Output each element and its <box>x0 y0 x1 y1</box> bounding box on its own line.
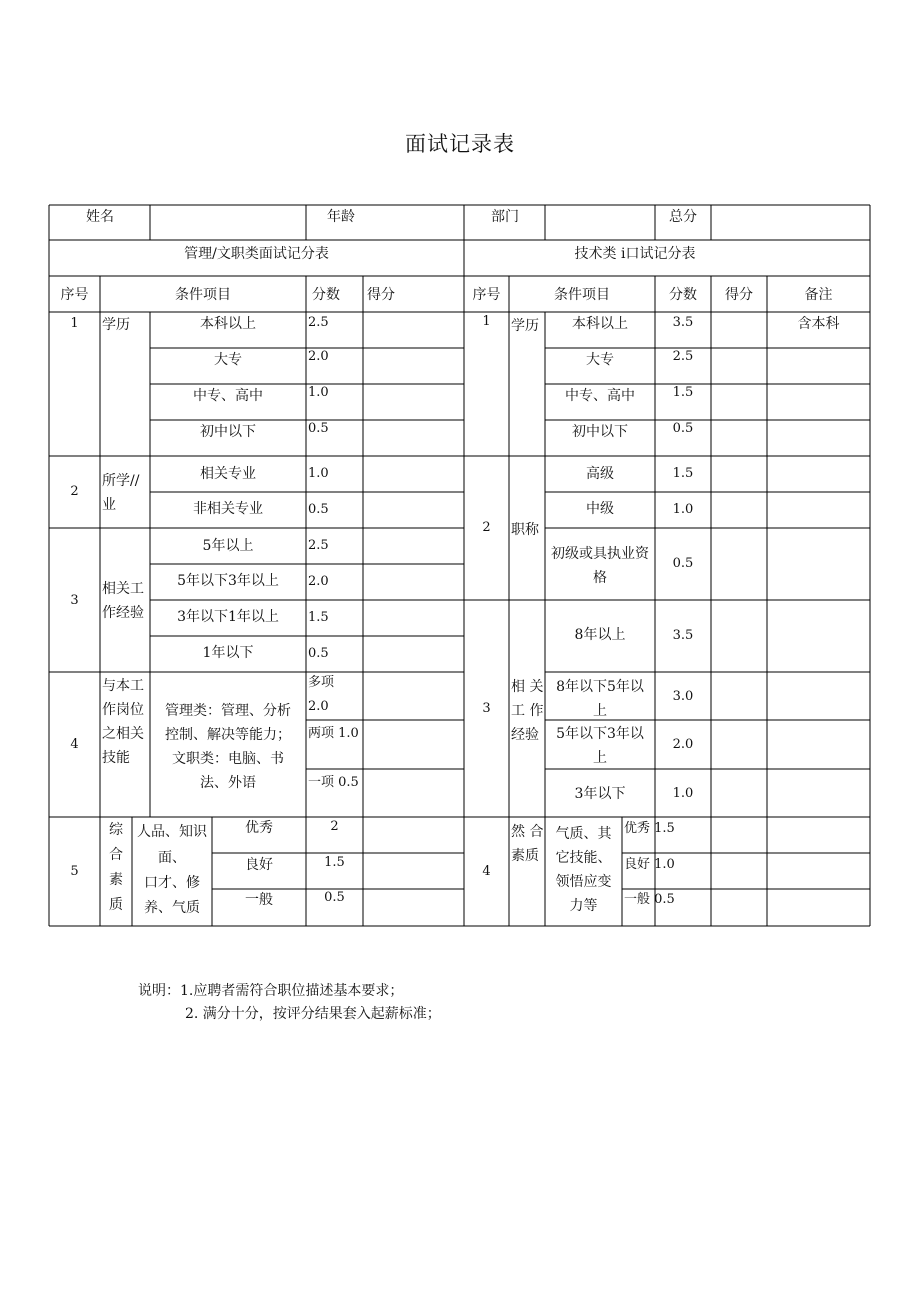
left-g2-cond-1: 相关专业 <box>200 466 256 482</box>
right-g2-score-1: 1.5 <box>672 466 694 481</box>
name-field[interactable] <box>151 206 305 239</box>
left-g5-level-1: 优秀 <box>245 820 273 836</box>
right-g2-score-3: 0.5 <box>672 556 694 571</box>
left-g1-cond-1: 本科以上 <box>200 316 256 332</box>
right-g3-category-2: 工 作 <box>511 703 544 719</box>
left-g3-score-3: 1.5 <box>308 610 329 625</box>
left-g4-score-many: 多项 <box>308 675 335 690</box>
total-label: 总分 <box>669 209 697 225</box>
right-g1-cond-1: 本科以上 <box>572 316 628 332</box>
right-g3-no: 3 <box>482 701 491 716</box>
right-g1-score-2: 2.5 <box>672 349 694 364</box>
left-g5-level-2: 良好 <box>245 857 273 873</box>
left-g5-no: 5 <box>70 864 79 879</box>
left-g3-cond-4: 1年以下 <box>202 645 254 661</box>
left-g5-score-1: 2 <box>330 819 339 834</box>
right-g4-sub-4: 力等 <box>569 898 598 914</box>
right-g3-cond-2-cont: 上 <box>593 703 607 719</box>
right-g3-score-4: 1.0 <box>672 786 694 801</box>
right-g4-level-1: 优秀 1.5 <box>624 821 675 836</box>
left-col-score: 分数 <box>312 287 340 303</box>
left-g1-cond-4: 初中以下 <box>200 424 256 440</box>
left-g5-sub-4: 养、气质 <box>144 900 200 916</box>
left-g4-category-1: 与本工 <box>102 678 144 694</box>
right-col-got: 得分 <box>725 287 753 303</box>
left-g4-cond-3: 文职类：电脑、书 <box>172 751 284 767</box>
right-g1-cond-2: 大专 <box>586 352 614 368</box>
left-g5-sub-1: 人品、知识 <box>137 824 207 840</box>
left-g3-category: 相关工 <box>102 581 144 597</box>
left-g5-category-3: 素 <box>109 872 123 888</box>
right-g3-score-1: 3.5 <box>672 628 694 643</box>
left-g3-cond-3: 3年以下1年以上 <box>177 609 279 625</box>
left-g1-cond-2: 大专 <box>214 352 242 368</box>
left-g4-cond-1: 管理类：管理、分析 <box>165 703 291 719</box>
left-g5-sub-2: 面、 <box>158 850 186 866</box>
left-g4-score-two: 两项 1.0 <box>308 726 359 741</box>
right-col-item: 条件项目 <box>554 287 610 303</box>
left-g3-score-4: 0.5 <box>308 646 329 661</box>
name-label: 姓名 <box>86 209 114 225</box>
left-col-got: 得分 <box>367 287 395 303</box>
note-line-2: 2. 满分十分，按评分结果套入起薪标准； <box>185 1006 441 1022</box>
page-title: 面试记录表 <box>405 132 515 156</box>
right-g3-cond-3: 5年以下3年以 <box>556 726 644 742</box>
left-g3-cond-1: 5年以上 <box>202 538 254 554</box>
right-g3-cond-4: 3年以下 <box>574 786 626 802</box>
right-g4-category-2: 素质 <box>511 848 539 864</box>
right-g3-category-3: 经验 <box>511 727 539 743</box>
right-g4-sub-1: 气质、其 <box>555 826 612 842</box>
left-g1-score-4: 0.5 <box>308 421 329 436</box>
left-g5-category-4: 质 <box>109 897 123 913</box>
right-section-title: 技术类 i口试记分表 <box>574 246 696 262</box>
right-g3-cond-1: 8年以上 <box>574 627 626 643</box>
right-g3-cond-3-cont: 上 <box>593 750 607 766</box>
left-g2-category: 所学// <box>102 473 140 489</box>
left-g3-score-2: 2.0 <box>308 574 329 589</box>
right-col-score: 分数 <box>669 287 697 303</box>
right-g2-cond-3: 初级或具执业资 <box>551 546 649 562</box>
right-g1-cond-3: 中专、高中 <box>565 388 635 404</box>
left-g1-score-3: 1.0 <box>308 385 329 400</box>
left-g2-no: 2 <box>70 484 79 499</box>
note-line-1: 说明：1.应聘者需符合职位描述基本要求； <box>138 983 404 999</box>
left-g3-category-cont: 作经验 <box>102 605 144 621</box>
age-label: 年龄 <box>327 209 355 225</box>
right-g2-cond-1: 高级 <box>586 466 614 482</box>
right-col-no: 序号 <box>472 287 501 303</box>
right-g4-sub-3: 领悟应变 <box>555 874 612 890</box>
total-field[interactable] <box>712 206 869 239</box>
right-g1-note-1: 含本科 <box>797 316 840 332</box>
left-g4-score-many-value: 2.0 <box>308 699 329 714</box>
right-g2-score-2: 1.0 <box>672 502 694 517</box>
right-g1-no: 1 <box>482 314 491 329</box>
left-g2-score-2: 0.5 <box>308 502 329 517</box>
left-g2-category-cont: 业 <box>102 497 116 513</box>
right-g4-sub-2: 它技能、 <box>555 850 612 866</box>
left-g4-category-4: 技能 <box>102 750 130 766</box>
right-g4-level-2: 良好 1.0 <box>624 857 675 872</box>
left-g4-no: 4 <box>70 737 79 752</box>
right-g2-cond-3-cont: 格 <box>593 570 607 586</box>
left-g3-no: 3 <box>70 593 79 608</box>
right-g1-score-1: 3.5 <box>672 315 694 330</box>
left-g4-cond-4: 法、外语 <box>200 775 256 791</box>
left-g1-category: 学历 <box>102 317 130 333</box>
left-g3-cond-2: 5年以下3年以上 <box>177 573 279 589</box>
dept-field[interactable] <box>546 206 654 239</box>
right-g4-no: 4 <box>482 864 491 879</box>
right-g3-score-2: 3.0 <box>672 689 694 704</box>
left-g5-sub-3: 口才、修 <box>144 875 200 891</box>
right-g2-no: 2 <box>482 520 491 535</box>
left-g4-category-3: 之相关 <box>102 726 144 742</box>
left-g5-level-3: 一般 <box>245 892 273 908</box>
right-col-note: 备注 <box>804 287 833 303</box>
left-g1-cond-3: 中专、高中 <box>193 388 263 404</box>
left-g4-cond-2: 控制、解决等能力； <box>165 727 291 743</box>
right-g4-level-3: 一般 0.5 <box>624 892 675 907</box>
left-g5-category-1: 综 <box>109 822 123 838</box>
age-field[interactable] <box>380 206 463 239</box>
right-g1-score-4: 0.5 <box>672 421 694 436</box>
left-g3-score-1: 2.5 <box>308 538 329 553</box>
left-g2-cond-2: 非相关专业 <box>193 501 263 517</box>
left-g5-category-2: 合 <box>109 847 123 863</box>
left-g4-category-2: 作岗位 <box>102 702 144 718</box>
left-g1-score-2: 2.0 <box>308 349 329 364</box>
dept-label: 部门 <box>491 209 519 225</box>
left-col-item: 条件项目 <box>175 287 231 303</box>
right-g3-category-1: 相 关 <box>511 679 544 695</box>
right-g4-category-1: 然 合 <box>511 824 544 840</box>
right-g1-cond-4: 初中以下 <box>572 424 628 440</box>
right-g2-cond-2: 中级 <box>586 501 614 517</box>
left-g4-score-one: 一项 0.5 <box>308 775 359 790</box>
left-g5-score-3: 0.5 <box>324 890 345 905</box>
right-g1-category: 学历 <box>511 318 539 334</box>
left-g5-score-2: 1.5 <box>324 855 345 870</box>
right-g2-category: 职称 <box>511 522 539 538</box>
left-g1-no: 1 <box>70 316 79 331</box>
left-section-title: 管理/文职类面试记分表 <box>184 246 329 262</box>
right-g3-cond-2: 8年以下5年以 <box>556 679 644 695</box>
left-g2-score-1: 1.0 <box>308 466 329 481</box>
right-g1-score-3: 1.5 <box>672 385 694 400</box>
left-g1-score-1: 2.5 <box>308 315 329 330</box>
right-g3-score-3: 2.0 <box>672 737 694 752</box>
left-col-no: 序号 <box>60 287 89 303</box>
